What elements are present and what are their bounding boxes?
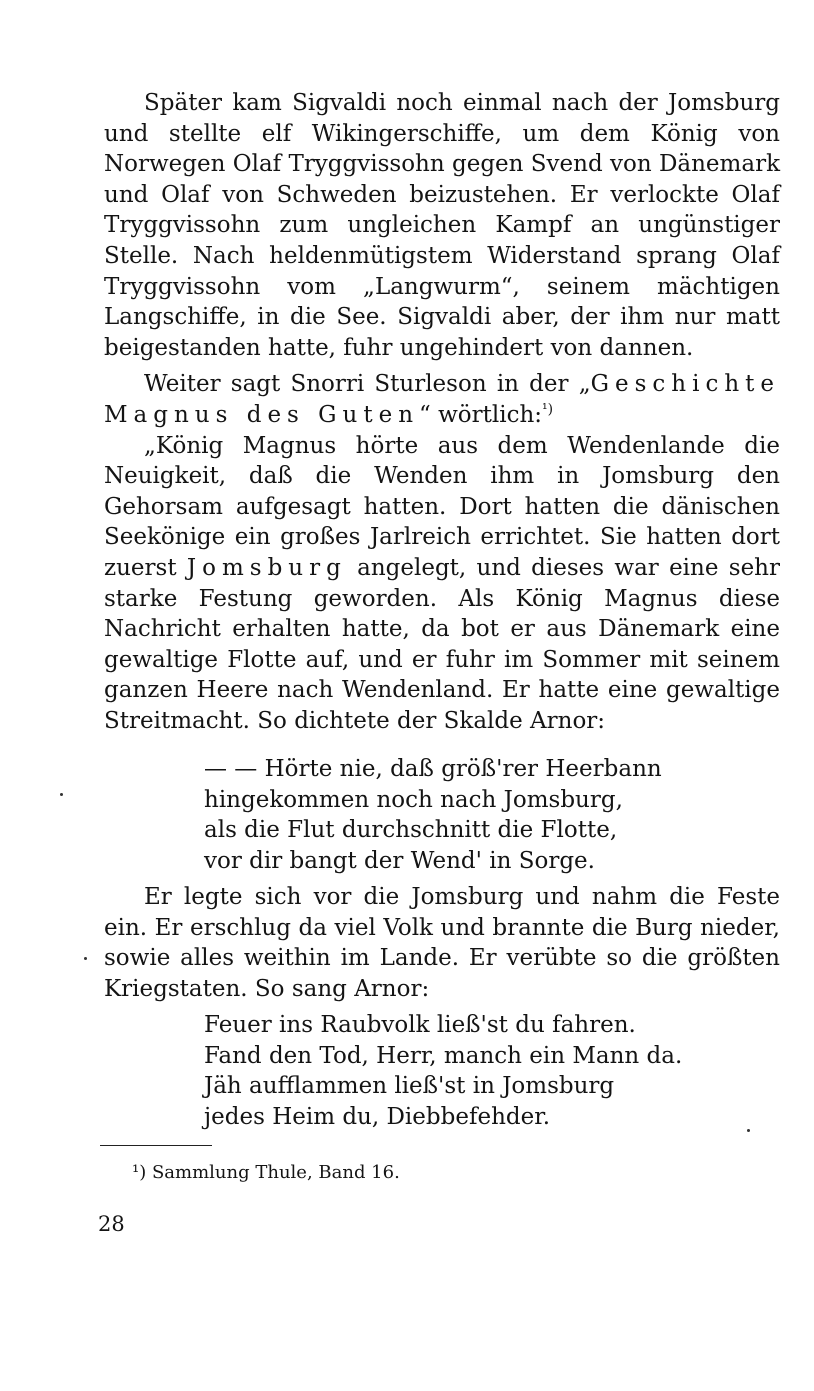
paragraph-sigvaldi: Später kam Sigvaldi noch einmal nach der Jomsburg und stellte elf Wikingerschiffe, um dem König von Norwegen Olaf Tryggvissohn gegen Svend von Dänemark und Olaf von Schweden beizustehen. Er verlockte Olaf Tryggvissohn zum ungleichen Kampf an ungünstiger Stelle. Nach heldenmütigstem Widerstand sprang Olaf Tryggvissohn vom „Langwurm“, seinem mächtigen Langschiffe, in die See. Sigvaldi aber, der ihm nur matt beigestanden hatte, fuhr ungehindert von dannen. — [104, 90, 780, 361]
footnote-divider — [100, 1145, 212, 1146]
verse-line: — — Hörte nie, daß größ'rer Heerbann — [204, 756, 662, 782]
footnote: ¹) Sammlung Thule, Band 16. — [132, 1162, 400, 1183]
magnus-part-1: „König Magnus hörte aus dem Wendenlande die Neuigkeit, daß die Wenden ihm in Jomsburg den Gehorsam aufgesagt hatten. Dort hatten die dänischen Seekönige ein großes Jarlreich errichtet. Sie hatten dort zuerst — [104, 432, 780, 581]
main-text-lower — [104, 882, 780, 1004]
verse-line: vor dir bangt der Wend' in Sorge. — [204, 847, 595, 874]
spaced-jomsburg: Jomsburg — [186, 554, 347, 581]
verse-stanza-2 — [204, 1010, 682, 1132]
print-speck — [747, 1129, 750, 1132]
verse-line: als die Flut durchschnitt die Flotte, — [204, 817, 618, 844]
magnus-part-2: angelegt, und dieses war eine sehr starke Festung geworden. Als König Magnus diese Nachricht erhalten hatte, da bot er aus Dänemark eine gewaltige Flotte auf, und er fuhr im Sommer mit seinem ganzen Heere nach Wendenland. Er hatte eine gewaltige Streitmacht. So dichtete der Skalde Arnor: — [104, 554, 780, 734]
verse-line: Feuer ins Raubvolk ließ'st du fahren. — [204, 1012, 636, 1038]
page-number: 28 — [98, 1212, 125, 1236]
print-speck — [60, 793, 63, 796]
footnote-reference: ¹) — [542, 401, 554, 418]
spaced-title-1: Geschichte — [590, 371, 780, 398]
verse-stanza-1 — [204, 754, 662, 876]
spaced-title-2: Magnus des Guten — [104, 401, 420, 428]
paragraph-magnus — [104, 431, 780, 737]
print-speck — [84, 957, 87, 960]
paragraph-snorri — [104, 369, 780, 430]
main-text-upper — [104, 88, 780, 736]
snorri-tail: “ wörtlich: — [419, 401, 543, 428]
verse-line: Fand den Tod, Herr, manch ein Mann da. — [204, 1042, 683, 1069]
paragraph-conquest: Er legte sich vor die Jomsburg und nahm die Feste ein. Er erschlug da viel Volk und brannte die Burg nieder, sowie alles weithin im Lande. Er verübte so die größten Kriegstaten. So sang Arnor: — [104, 884, 780, 1002]
verse-line: jedes Heim du, Diebbefehder. — [204, 1103, 551, 1130]
verse-line: Jäh aufflammen ließ'st in Jomsburg — [204, 1073, 615, 1100]
verse-line: hingekommen noch nach Jomsburg, — [204, 786, 623, 813]
snorri-lead: Weiter sagt Snorri Sturleson in der „ — [144, 371, 591, 398]
